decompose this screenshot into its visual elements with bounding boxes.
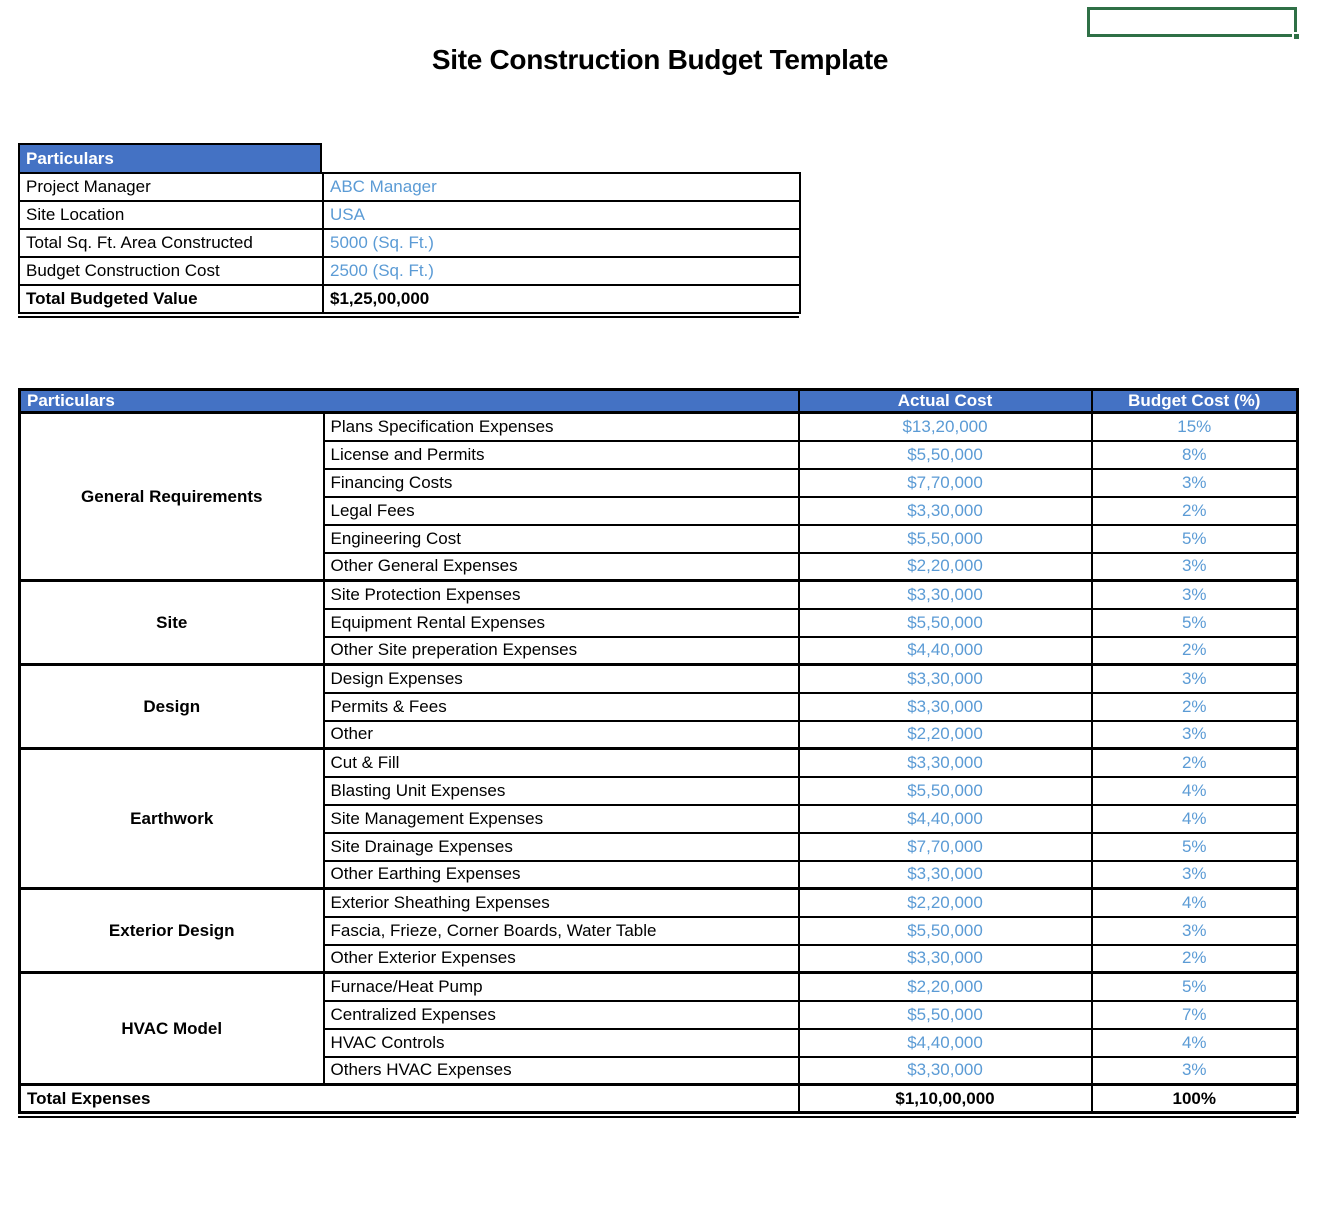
item-cell[interactable]: Legal Fees — [324, 497, 799, 525]
info-label-cell[interactable]: Site Location — [19, 201, 323, 229]
item-cell[interactable]: Plans Specification Expenses — [324, 413, 799, 441]
budget-cost-cell[interactable]: 3% — [1092, 1057, 1298, 1085]
item-cell[interactable]: Design Expenses — [324, 665, 799, 693]
category-cell[interactable]: HVAC Model — [20, 973, 324, 1085]
budget-cost-cell[interactable]: 3% — [1092, 917, 1298, 945]
actual-cost-cell[interactable]: $3,30,000 — [799, 581, 1092, 609]
budget-cost-cell[interactable]: 4% — [1092, 777, 1298, 805]
category-cell[interactable]: Design — [20, 665, 324, 749]
table-row — [20, 581, 1298, 609]
actual-cost-cell[interactable]: $5,50,000 — [799, 777, 1092, 805]
actual-cost-cell[interactable]: $7,70,000 — [799, 469, 1092, 497]
info-label-cell[interactable]: Project Manager — [19, 173, 323, 201]
actual-cost-cell[interactable]: $3,30,000 — [799, 1057, 1092, 1085]
column-header-actual-cost[interactable]: Actual Cost — [799, 390, 1092, 413]
budget-cost-cell[interactable]: 5% — [1092, 833, 1298, 861]
item-cell[interactable]: Other Earthing Expenses — [324, 861, 799, 889]
actual-cost-cell[interactable]: $7,70,000 — [799, 833, 1092, 861]
table-row — [20, 889, 1298, 917]
category-cell[interactable]: Exterior Design — [20, 889, 324, 973]
budget-cost-cell[interactable]: 2% — [1092, 693, 1298, 721]
actual-cost-cell[interactable]: $3,30,000 — [799, 497, 1092, 525]
budget-table — [18, 388, 1296, 1118]
item-cell[interactable]: Permits & Fees — [324, 693, 799, 721]
item-cell[interactable]: Engineering Cost — [324, 525, 799, 553]
item-cell[interactable]: Cut & Fill — [324, 749, 799, 777]
category-cell[interactable]: Site — [20, 581, 324, 665]
item-cell[interactable]: Site Drainage Expenses — [324, 833, 799, 861]
item-cell[interactable]: License and Permits — [324, 441, 799, 469]
budget-cost-cell[interactable]: 3% — [1092, 665, 1298, 693]
item-cell[interactable]: Blasting Unit Expenses — [324, 777, 799, 805]
actual-cost-cell[interactable]: $3,30,000 — [799, 861, 1092, 889]
item-cell[interactable]: Furnace/Heat Pump — [324, 973, 799, 1001]
budget-cost-cell[interactable]: 4% — [1092, 1029, 1298, 1057]
budget-cost-cell[interactable]: 4% — [1092, 889, 1298, 917]
actual-cost-cell[interactable]: $2,20,000 — [799, 553, 1092, 581]
item-cell[interactable]: Financing Costs — [324, 469, 799, 497]
main-table-body — [20, 413, 1298, 1085]
budget-cost-cell[interactable]: 4% — [1092, 805, 1298, 833]
column-header-particulars[interactable]: Particulars — [20, 390, 799, 413]
table-row — [20, 665, 1298, 693]
actual-cost-cell[interactable]: $3,30,000 — [799, 665, 1092, 693]
actual-cost-cell[interactable]: $4,40,000 — [799, 1029, 1092, 1057]
actual-cost-cell[interactable]: $3,30,000 — [799, 693, 1092, 721]
actual-cost-cell[interactable]: $5,50,000 — [799, 1001, 1092, 1029]
item-cell[interactable]: Exterior Sheathing Expenses — [324, 889, 799, 917]
table-row — [20, 749, 1298, 777]
actual-cost-cell[interactable]: $3,30,000 — [799, 945, 1092, 973]
item-cell[interactable]: Other General Expenses — [324, 553, 799, 581]
actual-cost-cell[interactable]: $13,20,000 — [799, 413, 1092, 441]
info-value-cell[interactable]: USA — [323, 201, 800, 229]
info-label-cell[interactable]: Total Budgeted Value — [19, 285, 323, 313]
item-cell[interactable]: HVAC Controls — [324, 1029, 799, 1057]
cell-selection-box — [1087, 7, 1297, 37]
fill-handle[interactable] — [1292, 32, 1301, 41]
info-row — [19, 257, 800, 285]
item-cell[interactable]: Other Exterior Expenses — [324, 945, 799, 973]
header-row — [20, 390, 1298, 413]
column-header-budget-cost[interactable]: Budget Cost (%) — [1092, 390, 1298, 413]
info-value-cell[interactable]: 2500 (Sq. Ft.) — [323, 257, 800, 285]
info-value-cell[interactable]: ABC Manager — [323, 173, 800, 201]
item-cell[interactable]: Other — [324, 721, 799, 749]
category-cell[interactable]: Earthwork — [20, 749, 324, 889]
total-actual-cost-cell[interactable]: $1,10,00,000 — [799, 1085, 1092, 1113]
item-cell[interactable]: Centralized Expenses — [324, 1001, 799, 1029]
budget-cost-cell[interactable]: 3% — [1092, 553, 1298, 581]
budget-cost-cell[interactable]: 3% — [1092, 469, 1298, 497]
item-cell[interactable]: Equipment Rental Expenses — [324, 609, 799, 637]
budget-cost-cell[interactable]: 2% — [1092, 749, 1298, 777]
info-value-cell[interactable]: $1,25,00,000 — [323, 285, 800, 313]
actual-cost-cell[interactable]: $2,20,000 — [799, 973, 1092, 1001]
info-row — [19, 173, 800, 201]
budget-cost-cell[interactable]: 2% — [1092, 497, 1298, 525]
item-cell[interactable]: Other Site preperation Expenses — [324, 637, 799, 665]
actual-cost-cell[interactable]: $5,50,000 — [799, 525, 1092, 553]
category-cell[interactable]: General Requirements — [20, 413, 324, 581]
budget-cost-cell[interactable]: 3% — [1092, 721, 1298, 749]
budget-cost-cell[interactable]: 5% — [1092, 525, 1298, 553]
budget-cost-cell[interactable]: 8% — [1092, 441, 1298, 469]
item-cell[interactable]: Site Protection Expenses — [324, 581, 799, 609]
info-row — [19, 285, 800, 313]
info-table-body — [19, 173, 800, 313]
total-label-cell[interactable]: Total Expenses — [20, 1085, 799, 1113]
actual-cost-cell[interactable]: $5,50,000 — [799, 917, 1092, 945]
budget-cost-cell[interactable]: 2% — [1092, 637, 1298, 665]
budget-cost-cell[interactable]: 2% — [1092, 945, 1298, 973]
total-budget-cost-cell[interactable]: 100% — [1092, 1085, 1298, 1113]
table-row — [20, 413, 1298, 441]
info-label-cell[interactable]: Total Sq. Ft. Area Constructed — [19, 229, 323, 257]
item-cell[interactable]: Site Management Expenses — [324, 805, 799, 833]
item-cell[interactable]: Fascia, Frieze, Corner Boards, Water Table — [324, 917, 799, 945]
actual-cost-cell[interactable]: $5,50,000 — [799, 441, 1092, 469]
total-row — [20, 1085, 1298, 1113]
actual-cost-cell[interactable]: $2,20,000 — [799, 721, 1092, 749]
budget-cost-cell[interactable]: 5% — [1092, 973, 1298, 1001]
actual-cost-cell[interactable]: $4,40,000 — [799, 805, 1092, 833]
actual-cost-cell[interactable]: $3,30,000 — [799, 749, 1092, 777]
actual-cost-cell[interactable]: $5,50,000 — [799, 609, 1092, 637]
table-row — [20, 973, 1298, 1001]
info-row — [19, 201, 800, 229]
budget-cost-cell[interactable]: 5% — [1092, 609, 1298, 637]
budget-cost-cell[interactable]: 3% — [1092, 581, 1298, 609]
item-cell[interactable]: Others HVAC Expenses — [324, 1057, 799, 1085]
info-label-cell[interactable]: Budget Construction Cost — [19, 257, 323, 285]
info-value-cell[interactable]: 5000 (Sq. Ft.) — [323, 229, 800, 257]
info-row — [19, 229, 800, 257]
budget-cost-cell[interactable]: 15% — [1092, 413, 1298, 441]
budget-cost-cell[interactable]: 7% — [1092, 1001, 1298, 1029]
info-table-header[interactable]: Particulars — [18, 143, 322, 172]
project-info-table — [18, 143, 799, 318]
actual-cost-cell[interactable]: $4,40,000 — [799, 637, 1092, 665]
page-title: Site Construction Budget Template — [431, 44, 889, 75]
actual-cost-cell[interactable]: $2,20,000 — [799, 889, 1092, 917]
budget-cost-cell[interactable]: 3% — [1092, 861, 1298, 889]
